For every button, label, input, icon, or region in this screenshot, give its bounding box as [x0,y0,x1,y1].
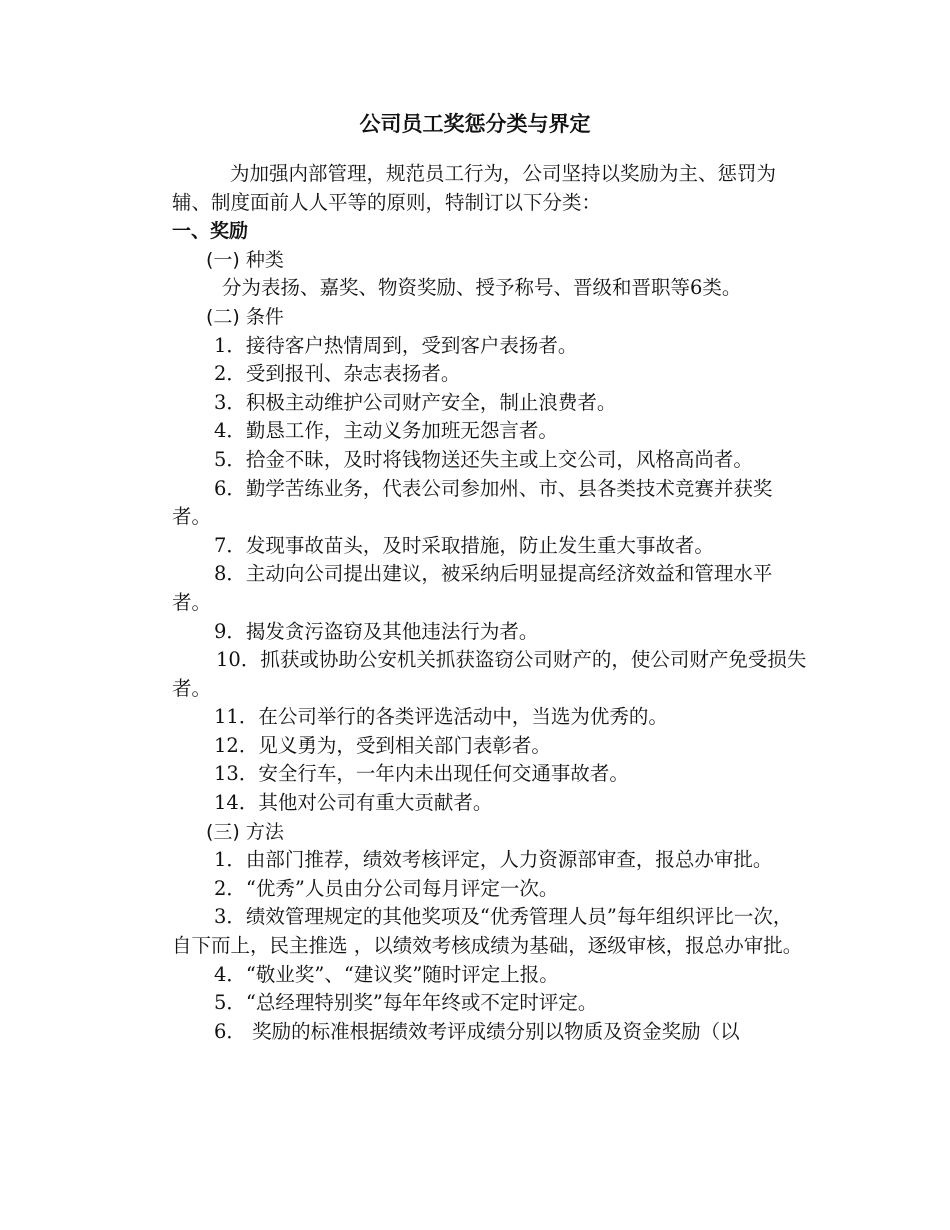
condition-item: 13．安全行车，一年内未出现任何交通事故者。 [214,762,629,786]
condition-item: 2．受到报刊、杂志表扬者。 [214,362,461,386]
subsection-heading-methods: (三) 方法 [206,820,284,843]
subsection-heading-conditions: (二) 条件 [206,305,284,328]
method-item: 4．“敬业奖”、“建议奖”随时评定上报。 [214,962,559,986]
condition-item: 14．其他对公司有重大贡献者。 [214,791,493,815]
section-heading-rewards: 一、奖励 [172,220,249,243]
condition-item: 6．勤学苦练业务，代表公司参加州、市、县各类技术竞赛并获奖者。 [172,476,773,529]
method-item: 6． 奖励的标准根据绩效考评成绩分别以物质及资金奖励（以 [214,1019,740,1043]
condition-item: 7．发现事故苗头，及时采取措施，防止发生重大事故者。 [214,533,714,557]
condition-item: 10．抓获或协助公安机关抓获盗窃公司财产的，使公司财产免受损失者。 [172,648,807,700]
intro-paragraph: 为加强内部管理，规范员工行为，公司坚持以奖励为主、惩罚为辅、制度面前人人平等的原则，特制订以下分类： [172,162,777,214]
condition-item: 12．见义勇为，受到相关部门表彰者。 [214,733,551,757]
method-item: 5．“总经理特别奖”每年年终或不定时评定。 [214,991,598,1015]
method-item: 3．绩效管理规定的其他奖项及“优秀管理人员”每年组织评比一次，自下而上，民主推选 ，以绩效考核成绩为基础，逐级审核，报总办审批。 [172,905,803,958]
condition-item: 1．接待客户热情周到，受到客户表扬者。 [214,333,578,357]
condition-item: 4．勤恳工作，主动义务加班无怨言者。 [214,419,558,443]
condition-item: 3．积极主动维护公司财产安全，制止浪费者。 [214,390,617,414]
method-item: 2．“优秀”人员由分公司每月评定一次。 [214,876,559,900]
method-item: 1．由部门推荐，绩效考核评定，人力资源部审查，报总办审批。 [214,848,773,872]
condition-item: 9．揭发贪污盗窃及其他违法行为者。 [214,619,539,643]
document-title: 公司员工奖惩分类与界定 [359,112,591,136]
condition-item: 8．主动向公司提出建议，被采纳后明显提高经济效益和管理水平者。 [172,562,773,614]
document-body [172,160,807,1046]
condition-item: 11．在公司举行的各类评选活动中，当选为优秀的。 [214,705,668,729]
condition-item: 5．拾金不昧，及时将钱物送还失主或上交公司，风格高尚者。 [214,447,753,471]
subsection-heading-types: (一) 种类 [206,248,284,271]
types-description: 分为表扬、嘉奖、物资奖励、授予称号、晋级和晋职等6类。 [222,276,742,300]
